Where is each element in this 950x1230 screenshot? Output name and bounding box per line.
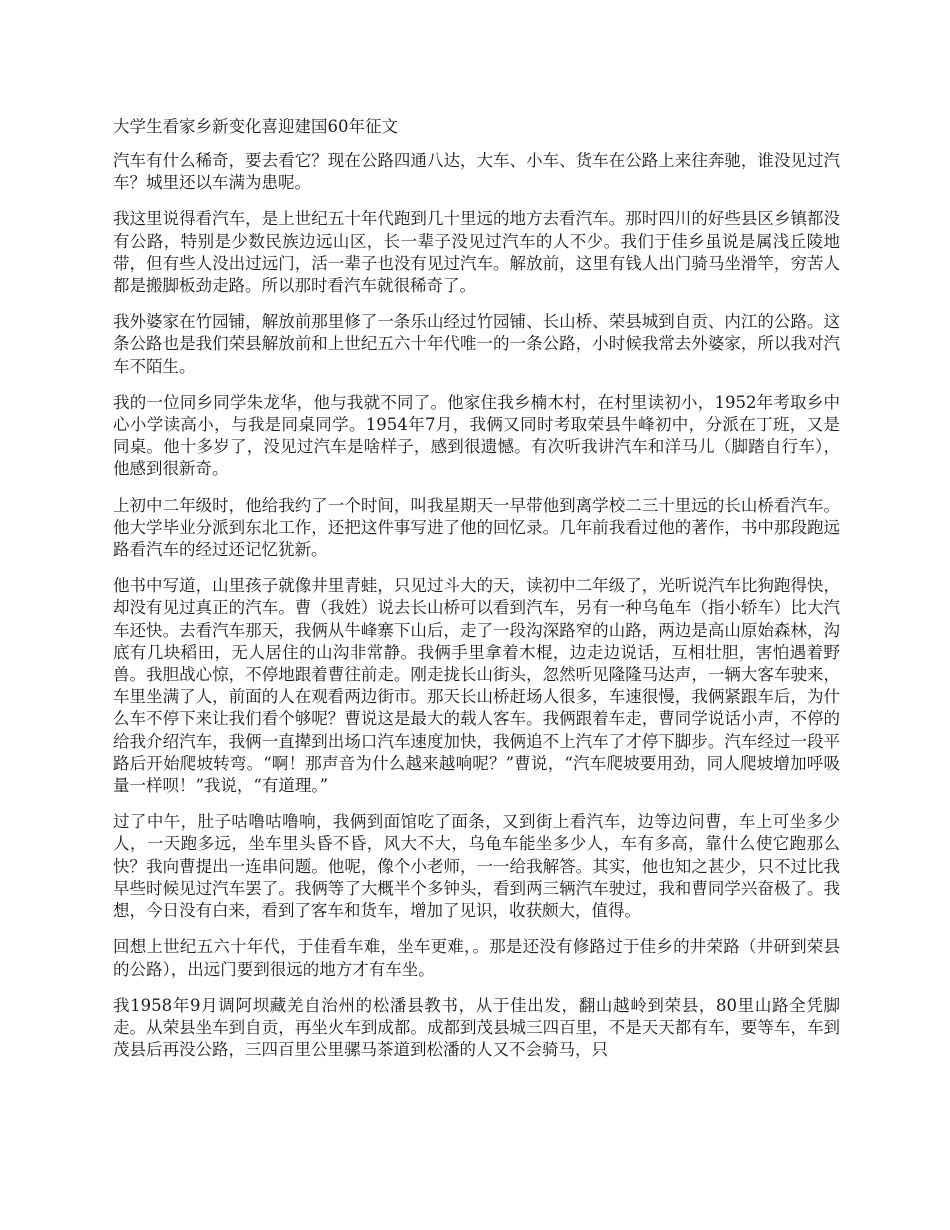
- paragraph-1: 汽车有什么稀奇，要去看它？现在公路四通八达，大车、小车、货车在公路上来往奔驰，谁没见过汽车？城里还以车满为患呢。: [113, 151, 840, 193]
- paragraph-7: 过了中午，肚子咕噜咕噜响，我俩到面馆吃了面条，又到街上看汽车，边等边问曹，车上可坐多少人，一天跑多远，坐车里头昏不昏，风大不大，乌龟车能坐多少人，车有多高，靠什么使它跑那么快？我向曹提出一连串问题。他呢，像个小老师，一一给我解答。其实，他也知之甚少，只不过比我早些时候见过汽车罢了。我俩等了大概半个多钟头，看到两三辆汽车驶过，我和曹同学兴奋极了。我想，今日没有白来，看到了客车和货车，增加了见识，收获颇大，值得。: [113, 812, 840, 921]
- paragraph-2: 我这里说得看汽车，是上世纪五十年代跑到几十里远的地方去看汽车。那时四川的好些县区乡镇都没有公路，特别是少数民族边远山区，长一辈子没见过汽车的人不少。我们于佳乡虽说是属浅丘陵地带，但有些人没出过远门，活一辈子也没有见过汽车。解放前，这里有钱人出门骑马坐滑竿，穷苦人都是搬脚板劲走路。所以那时看汽车就很稀奇了。: [113, 209, 840, 296]
- paragraph-6: 他书中写道，山里孩子就像井里青蛙，只见过斗大的天，读初中二年级了，光听说汽车比狗跑得快，却没有见过真正的汽车。曹（我姓）说去长山桥可以看到汽车，另有一种乌龟车（指小轿车）比大汽车还快。去看汽车那天，我俩从牛峰寨下山后，走了一段沟深路窄的山路，两边是高山原始森林，沟底有几块稻田，无人居住的山沟非常静。我俩手里拿着木棍，边走边说话，互相壮胆，害怕遇着野兽。我胆战心惊，不停地跟着曹往前走。刚走拢长山街头，忽然听见隆隆马达声，一辆大客车驶来，车里坐满了人，前面的人在观看两边街市。那天长山桥赶场人很多，车速很慢，我俩紧跟车后，为什么车不停下来让我们看个够呢？曹说这是最大的载人客车。我俩跟着车走，曹同学说话小声，不停的给我介绍汽车，我俩一直撵到出场口汽车速度加快，我俩追不上汽车了才停下脚步。汽车经过一段平路后开始爬坡转弯。“啊！那声音为什么越来越响呢？”曹说，“汽车爬坡要用劲，同人爬坡增加呼吸量一样呗！”我说，“有道理。”: [113, 576, 840, 796]
- paragraph-3: 我外婆家在竹园铺，解放前那里修了一条乐山经过竹园铺、长山桥、荣县城到自贡、内江的公路。这条公路也是我们荣县解放前和上世纪五六十年代唯一的一条公路，小时候我常去外婆家，所以我对汽车不陌生。: [113, 312, 840, 376]
- document-title: 大学生看家乡新变化喜迎建国60年征文: [113, 117, 398, 136]
- paragraph-5: 上初中二年级时，他给我约了一个时间，叫我星期天一早带他到离学校二三十里远的长山桥看汽车。他大学毕业分派到东北工作，还把这件事写进了他的回忆录。几年前我看过他的著作，书中那段跑远路看汽车的经过还记忆犹新。: [113, 495, 840, 560]
- paragraph-9: 我1958年9月调阿坝藏羌自治州的松潘县教书，从于佳出发，翻山越岭到荣县，80里山路全凭脚走。从荣县坐车到自贡，再坐火车到成都。成都到茂县城三四百里，不是天天都有车，要等车，车到茂县后再没公路，三四百里公里骡马茶道到松潘的人又不会骑马，只: [113, 995, 840, 1060]
- document-page: [113, 116, 840, 1061]
- paragraph-8: 回想上世纪五六十年代，于佳看车难，坐车更难，。那是还没有修路过于佳乡的井荣路（井研到荣县的公路），出远门要到很远的地方才有车坐。: [113, 937, 840, 979]
- paragraph-4: 我的一位同乡同学朱龙华，他与我就不同了。他家住我乡楠木村，在村里读初小，1952年考取乡中心小学读高小，与我是同桌同学。1954年7月，我俩又同时考取荣县牛峰初中，分派在丁班，又是同桌。他十多岁了，没见过汽车是啥样子，感到很遗憾。有次听我讲汽车和洋马儿（脚踏自行车），他感到很新奇。: [113, 392, 840, 479]
